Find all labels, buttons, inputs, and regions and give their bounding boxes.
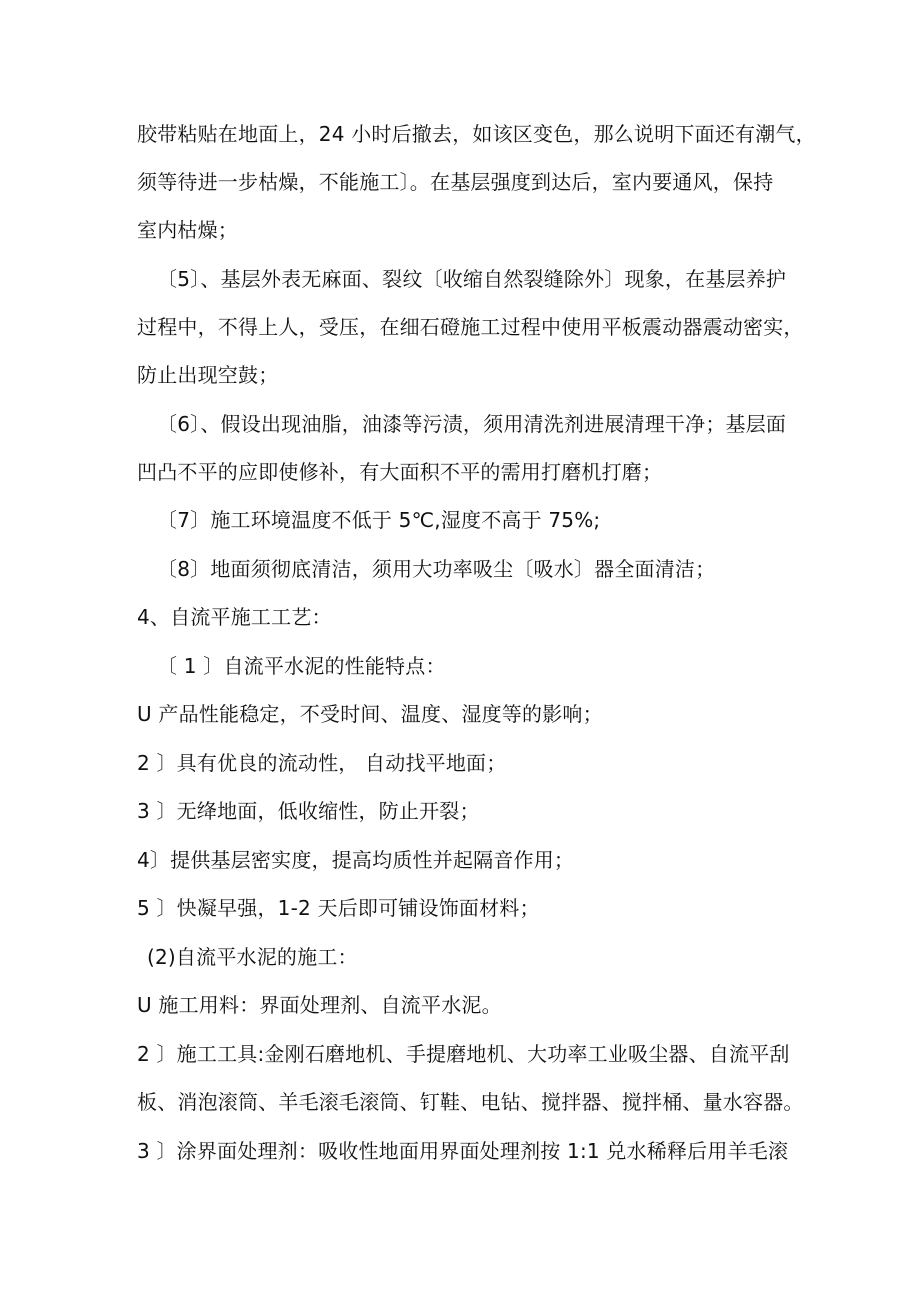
text-line-21: 板、消泡滚筒、羊毛滚毛滚筒、钉鞋、电钻、搅拌器、搅拌桶、量水容器。	[137, 1090, 804, 1114]
text-line-9: 〔7〕施工环境温度不低于 5℃,湿度不高于 75%;	[157, 508, 601, 532]
text-line-22: 3 〕涂界面处理剂：吸收性地面用界面处理剂按 1:1 兑水稀释后用羊毛滚	[137, 1139, 789, 1163]
text-line-20: 2 〕施工工具:金刚石磨地机、手提磨地机、大功率工业吸尘器、自流平刮	[137, 1042, 790, 1066]
text-line-10: 〔8〕地面须彻底清洁，须用大功率吸尘〔吸水〕器全面清洁；	[157, 557, 716, 581]
text-line-4: 〔5〕、基层外表无麻面、裂纹〔收缩自然裂缝除外〕现象，在基层养护	[157, 267, 787, 291]
text-line-7: 〔6〕、假设出现油脂，油漆等污渍，须用清洗剂进展清理干净；基层面	[157, 412, 787, 436]
text-line-19: U 施工用料：界面处理剂、自流平水泥。	[137, 993, 502, 1017]
text-line-12: 〔 1 〕自流平水泥的性能特点：	[157, 654, 446, 678]
text-line-5: 过程中，不得上人，受压，在细石磴施工过程中使用平板震动器震动密实，	[137, 315, 804, 339]
text-line-8: 凹凸不平的应即使修补，有大面积不平的需用打磨机打磨；	[137, 460, 663, 484]
text-line-1: 胶带粘贴在地面上，24 小时后撤去，如该区变色，那么说明下面还有潮气，	[137, 122, 816, 146]
text-line-16: 4〕提供基层密实度，提高均质性并起隔音作用；	[137, 848, 575, 872]
text-line-11: 4、自流平施工工艺：	[137, 605, 332, 629]
text-line-6: 防止出现空鼓；	[137, 363, 279, 387]
text-line-2: 须等待进一步枯燥，不能施工〕。在基层强度到达后，室内要通风，保持	[137, 170, 774, 194]
text-line-17: 5 〕快凝早强，1-2 天后即可铺设饰面材料；	[137, 896, 540, 920]
text-line-13: U 产品性能稳定，不受时间、温度、湿度等的影响；	[137, 702, 603, 726]
text-line-15: 3 〕无绛地面，低收缩性，防止开裂；	[137, 799, 480, 823]
text-line-18: (2)自流平水泥的施工：	[147, 945, 358, 969]
text-line-3: 室内枯燥；	[137, 218, 238, 242]
text-line-14: 2 〕具有优良的流动性， 自动找平地面；	[137, 751, 507, 775]
